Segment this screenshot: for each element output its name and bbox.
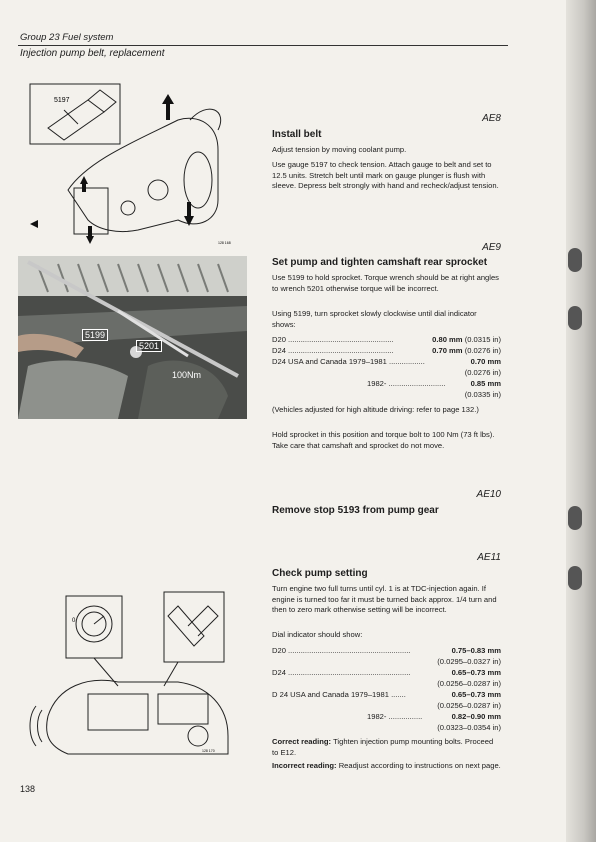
step-code-ae8: AE8 bbox=[482, 113, 501, 124]
page-number: 138 bbox=[20, 784, 36, 794]
binder-hole bbox=[568, 506, 582, 530]
figure-code: 128 170 bbox=[202, 749, 215, 753]
step-text: Using 5199, turn sprocket slowly clockwise until dial indicator shows: bbox=[272, 309, 477, 329]
page-title: Injection pump belt, replacement bbox=[20, 48, 165, 59]
step-heading-ae11: Check pump setting bbox=[272, 568, 368, 579]
step-code-ae10: AE10 bbox=[476, 489, 501, 500]
step-text: Adjust tension by moving coolant pump. bbox=[272, 145, 407, 154]
tool-label-5199: 5199 bbox=[82, 329, 108, 341]
step-text: Use gauge 5197 to check tension. Attach gauge to belt and set to 12.5 units. Stretch belt until mark on gauge plunger is flush with sleeve. Depress belt strongly with hand and recheck/adjust tension. bbox=[272, 160, 499, 190]
step-text: Use 5199 to hold sprocket. Torque wrench should be at right angles to wrench 5201 otherwise torque will be incorrect. bbox=[272, 273, 499, 293]
photo-scene bbox=[18, 256, 247, 419]
group-header: Group 23 Fuel system bbox=[20, 32, 114, 43]
step-code-ae9: AE9 bbox=[482, 242, 501, 253]
step-text: Dial indicator should show: bbox=[272, 630, 363, 639]
step-text: (Vehicles adjusted for high altitude driving: refer to page 132.) bbox=[272, 405, 479, 414]
torque-label: 100Nm bbox=[172, 370, 202, 380]
step-heading-ae9: Set pump and tighten camshaft rear sprocket bbox=[272, 257, 488, 268]
manual-page: Group 23 Fuel system Injection pump belt, replacement 5197 128 168 5199 5201 100Nm 0 128 170 AE8 Install belt Adjust tension by moving coolant pump. Use gauge 5197 to check tension. Attach gauge to belt and set to 12.5 units. Stretch belt until mark on gauge plunger is flush with sleeve. Depress belt strongly with hand and recheck/adjust tension. AE9 Set pump and tighten camshaft rear sprocket Use 5199 to hold sprocket. Torque wrench should be at right angles to wrench 5201 otherwise torque will be incorrect. Using 5199, turn sprocket slowly clockwise until dial indicator shows: D20 .................................................. 0.80 mm (0.0315 in) D24 .................................................. 0.70 mm (0.0276 in) D24 USA and Canada 1979–1981 ................. 0.70 mm (0.0276 in) 1982- ........................... 0.85 mm (0.0335 in) (Vehicles adjusted for high altitude driving: refer to page 132.) Hold sprocket in this position and torque bolt to 100 Nm (73 ft lbs). Take care that camshaft and sprocket do not move. AE10 Remove stop 5193 from pump gear AE11 Check pump setting Turn engine two full turns until cyl. 1 is at TDC-injection again. If engine is turned too far it must be turned back approx. 1/4 turn and then to zero mark otherwise setting will be incorrect. Dial indicator should show: D20 .......................................................... 0.75–0.83 mm (0.0295–0.0327 in) D24 .......................................................... 0.65–0.73 mm (0.0256–0.0287 in) D 24 USA and Canada 1979–1981 ....... 0.65–0.73 mm (0.0256–0.0287 in) 1982- ................ 0.82–0.90 mm (0.0323–0.0354 in) Correct reading: Tighten injection pump mounting bolts. Proceed to E12. Incorrect reading: Readjust according to instructions on next page. 138 bbox=[0, 0, 596, 842]
binder-edge bbox=[566, 0, 596, 842]
step-text: Turn engine two full turns until cyl. 1 is at TDC-injection again. If engine is turned too far it must be turned back approx. 1/4 turn and then to zero mark otherwise setting will be incorrect. bbox=[272, 584, 497, 614]
correct-reading: Correct reading: Tighten injection pump mounting bolts. Proceed to E12. bbox=[272, 737, 494, 757]
belt-tension-illustration bbox=[28, 80, 250, 248]
step-heading-ae10: Remove stop 5193 from pump gear bbox=[272, 505, 439, 516]
header-rule bbox=[18, 45, 508, 46]
step-code-ae11: AE11 bbox=[477, 552, 501, 563]
torque-wrench-photo bbox=[18, 256, 247, 419]
svg-text:0: 0 bbox=[72, 618, 76, 624]
figure-code: 128 168 bbox=[218, 241, 231, 245]
dial-indicator-illustration bbox=[28, 586, 250, 758]
tool-label-5201: 5201 bbox=[136, 340, 162, 352]
incorrect-reading: Incorrect reading: Readjust according to instructions on next page. bbox=[272, 761, 501, 770]
step-text: Hold sprocket in this position and torque bolt to 100 Nm (73 ft lbs). Take care that camshaft and sprocket do not move. bbox=[272, 430, 495, 450]
binder-hole bbox=[568, 248, 582, 272]
binder-hole bbox=[568, 306, 582, 330]
gauge-number: 5197 bbox=[54, 97, 70, 104]
step-heading-ae8: Install belt bbox=[272, 129, 322, 140]
binder-hole bbox=[568, 566, 582, 590]
